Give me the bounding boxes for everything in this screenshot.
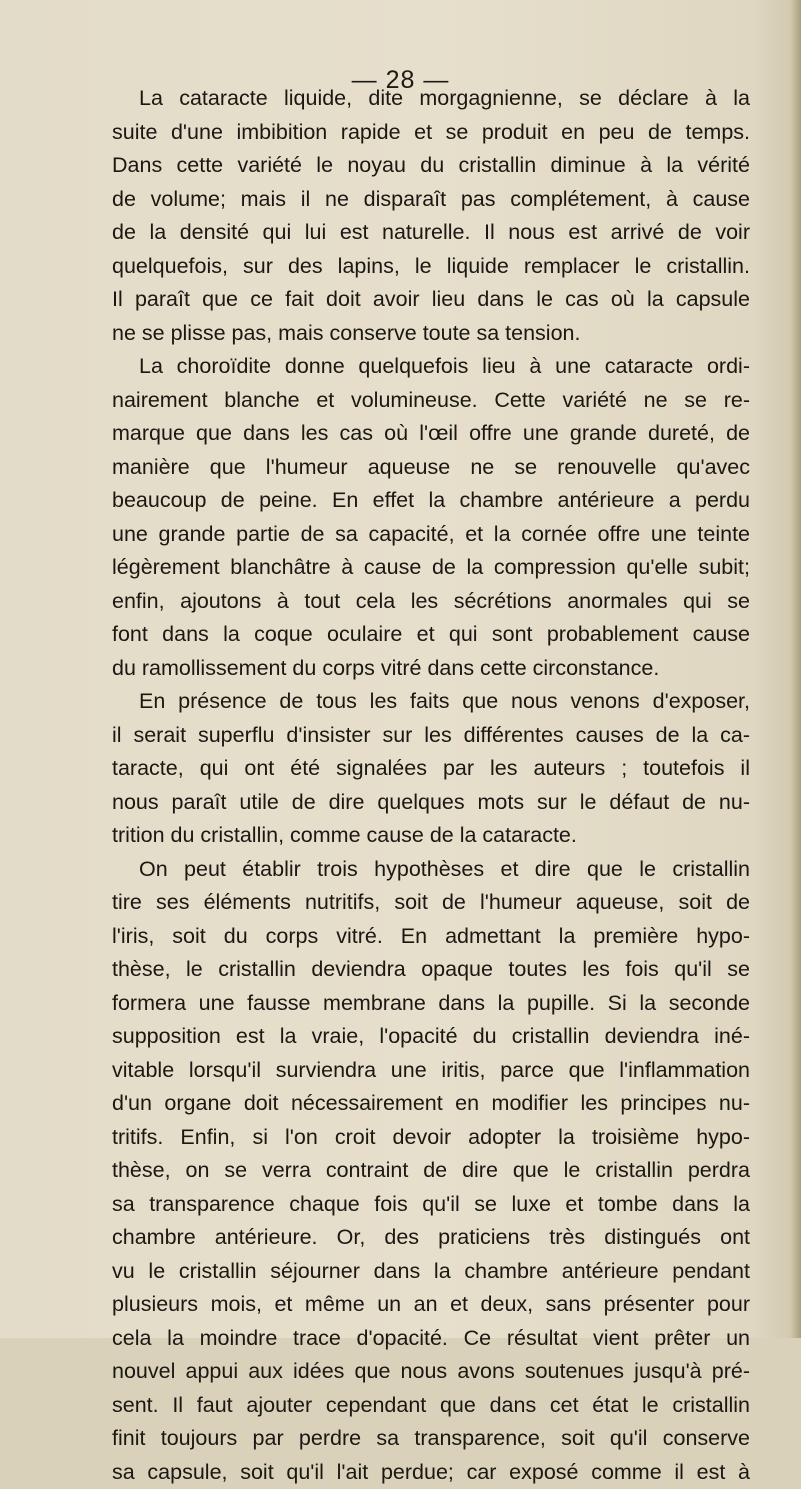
text-line: Dans cette variété le noyau du cristallin diminue à la vérité — [112, 149, 750, 183]
text-line: une grande partie de sa capacité, et la cornée offre une teinte — [112, 518, 750, 552]
text-line: sa transparence chaque fois qu'il se luxe et tombe dans la — [112, 1188, 750, 1222]
page-number: — 28 — — [0, 66, 801, 95]
text-line: légèrement blanchâtre à cause de la compression qu'elle subit; — [112, 551, 750, 585]
text-line: l'iris, soit du corps vitré. En admettant la première hypo- — [112, 920, 750, 954]
text-line: cela la moindre trace d'opacité. Ce résultat vient prêter un — [112, 1322, 750, 1356]
text-line: Il paraît que ce fait doit avoir lieu dans le cas où la capsule — [112, 283, 750, 317]
text-line: vu le cristallin séjourner dans la chambre antérieure pendant — [112, 1255, 750, 1289]
text-line: du ramollissement du corps vitré dans cette circonstance. — [112, 652, 750, 686]
text-line: formera une fausse membrane dans la pupille. Si la seconde — [112, 987, 750, 1021]
text-line: finit toujours par perdre sa transparence, soit qu'il conserve — [112, 1422, 750, 1456]
text-line: On peut établir trois hypothèses et dire que le cristallin — [112, 853, 750, 887]
text-line: nouvel appui aux idées que nous avons soutenues jusqu'à pré- — [112, 1355, 750, 1389]
text-line: tritifs. Enfin, si l'on croit devoir adopter la troisième hypo- — [112, 1121, 750, 1155]
text-line: beaucoup de peine. En effet la chambre antérieure a perdu — [112, 484, 750, 518]
text-line: nous paraît utile de dire quelques mots sur le défaut de nu- — [112, 786, 750, 820]
text-line: La cataracte liquide, dite morgagnienne, se déclare à la — [112, 82, 750, 116]
text-line: sent. Il faut ajouter cependant que dans cet état le cristallin — [112, 1389, 750, 1423]
text-line: enfin, ajoutons à tout cela les sécrétions anormales qui se — [112, 585, 750, 619]
text-line: font dans la coque oculaire et qui sont probablement cause — [112, 618, 750, 652]
text-line: supposition est la vraie, l'opacité du cristallin deviendra iné- — [112, 1020, 750, 1054]
text-line: suite d'une imbibition rapide et se produit en peu de temps. — [112, 116, 750, 150]
text-line: de la densité qui lui est naturelle. Il nous est arrivé de voir — [112, 216, 750, 250]
text-line: sa capsule, soit qu'il l'ait perdue; car exposé comme il est à — [112, 1456, 750, 1489]
text-line: trition du cristallin, comme cause de la cataracte. — [112, 819, 750, 853]
text-line: marque que dans les cas où l'œil offre une grande dureté, de — [112, 417, 750, 451]
text-line: il serait superflu d'insister sur les différentes causes de la ca- — [112, 719, 750, 753]
body-text — [112, 82, 750, 1489]
text-line: d'un organe doit nécessairement en modifier les principes nu- — [112, 1087, 750, 1121]
text-line: thèse, on se verra contraint de dire que le cristallin perdra — [112, 1154, 750, 1188]
page-edge-shadow — [791, 0, 801, 1338]
text-line: chambre antérieure. Or, des praticiens très distingués ont — [112, 1221, 750, 1255]
text-line: plusieurs mois, et même un an et deux, sans présenter pour — [112, 1288, 750, 1322]
text-line: nairement blanche et volumineuse. Cette variété ne se re- — [112, 384, 750, 418]
text-line: En présence de tous les faits que nous venons d'exposer, — [112, 685, 750, 719]
text-line: thèse, le cristallin deviendra opaque toutes les fois qu'il se — [112, 953, 750, 987]
text-line: vitable lorsqu'il surviendra une iritis, parce que l'inflammation — [112, 1054, 750, 1088]
text-line: taracte, qui ont été signalées par les auteurs ; toutefois il — [112, 752, 750, 786]
text-line: quelquefois, sur des lapins, le liquide remplacer le cristallin. — [112, 250, 750, 284]
text-line: manière que l'humeur aqueuse ne se renouvelle qu'avec — [112, 451, 750, 485]
text-line: de volume; mais il ne disparaît pas complétement, à cause — [112, 183, 750, 217]
text-line: ne se plisse pas, mais conserve toute sa tension. — [112, 317, 750, 351]
text-line: tire ses éléments nutritifs, soit de l'humeur aqueuse, soit de — [112, 886, 750, 920]
text-line: La choroïdite donne quelquefois lieu à une cataracte ordi- — [112, 350, 750, 384]
